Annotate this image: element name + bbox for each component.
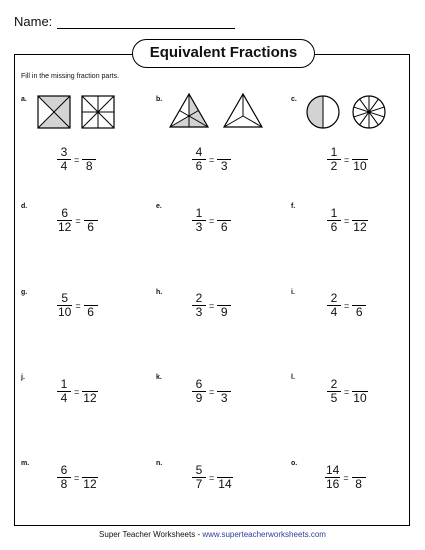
worksheet-title: Equivalent Fractions xyxy=(132,39,315,68)
answer-fraction xyxy=(217,464,232,491)
denominator: 10 xyxy=(58,305,72,319)
missing-numerator-blank[interactable] xyxy=(90,292,92,305)
circles-picture xyxy=(307,96,387,130)
missing-numerator-blank[interactable] xyxy=(223,207,225,220)
problem-m-equation xyxy=(57,464,98,491)
problem-label-i: i. xyxy=(291,289,295,296)
denominator: 12 xyxy=(353,220,367,234)
denominator: 6 xyxy=(355,305,363,319)
problem-label-g: g. xyxy=(21,289,28,296)
problem-a-equation xyxy=(57,146,96,173)
denominator: 4 xyxy=(60,391,68,405)
given-fraction xyxy=(192,207,206,234)
missing-numerator-blank[interactable] xyxy=(359,207,361,220)
missing-numerator-blank[interactable] xyxy=(358,464,360,477)
numerator: 1 xyxy=(60,377,68,391)
problem-i-equation xyxy=(327,292,366,319)
equals-sign: = xyxy=(343,472,349,483)
given-fraction xyxy=(57,207,72,234)
numerator: 6 xyxy=(195,377,203,391)
denominator: 12 xyxy=(83,391,97,405)
equals-sign: = xyxy=(344,300,350,311)
denominator: 6 xyxy=(87,305,94,319)
name-label: Name: xyxy=(14,14,53,29)
numerator: 2 xyxy=(330,291,338,305)
denominator: 3 xyxy=(195,305,203,319)
given-fraction xyxy=(325,464,340,491)
answer-fraction xyxy=(84,207,98,234)
missing-numerator-blank[interactable] xyxy=(224,464,226,477)
denominator: 2 xyxy=(330,159,338,173)
problem-label-n: n. xyxy=(156,460,163,467)
triangle-sixths-shaded xyxy=(170,94,208,127)
problem-label-l: l. xyxy=(291,374,295,381)
footer-separator: - xyxy=(195,530,203,539)
square-eighths xyxy=(82,96,114,128)
numerator: 3 xyxy=(60,145,68,159)
denominator: 10 xyxy=(353,159,367,173)
denominator: 6 xyxy=(195,159,203,173)
answer-fraction xyxy=(217,207,231,234)
missing-numerator-blank[interactable] xyxy=(358,292,360,305)
equals-sign: = xyxy=(344,154,350,165)
numerator: 14 xyxy=(326,463,340,477)
problem-label-d: d. xyxy=(21,203,28,210)
problem-f-equation xyxy=(327,207,368,234)
given-fraction xyxy=(192,146,206,173)
denominator: 4 xyxy=(60,159,68,173)
given-fraction xyxy=(327,146,341,173)
denominator: 16 xyxy=(326,477,340,491)
answer-fraction xyxy=(82,464,97,491)
denominator: 5 xyxy=(330,391,338,405)
answer-fraction xyxy=(82,378,97,405)
footer-site-link[interactable]: www.superteacherworksheets.com xyxy=(202,530,326,539)
answer-fraction xyxy=(352,464,366,491)
denominator: 6 xyxy=(330,220,338,234)
equals-sign: = xyxy=(75,300,81,311)
problem-e-equation xyxy=(192,207,231,234)
problem-k-equation xyxy=(192,378,231,405)
given-fraction xyxy=(192,464,206,491)
problem-g-equation xyxy=(57,292,98,319)
numerator: 1 xyxy=(330,145,338,159)
missing-numerator-blank[interactable] xyxy=(90,207,92,220)
given-fraction xyxy=(327,292,341,319)
answer-fraction xyxy=(217,292,231,319)
numerator: 1 xyxy=(330,206,338,220)
missing-numerator-blank[interactable] xyxy=(88,146,90,159)
given-fraction xyxy=(327,207,341,234)
denominator: 8 xyxy=(60,477,68,491)
equals-sign: = xyxy=(209,215,215,226)
numerator: 2 xyxy=(195,291,203,305)
given-fraction xyxy=(327,378,341,405)
equals-sign: = xyxy=(74,154,80,165)
numerator: 5 xyxy=(195,463,203,477)
problem-label-c: c. xyxy=(291,96,297,103)
numerator: 6 xyxy=(61,206,69,220)
numerator: 6 xyxy=(60,463,68,477)
problem-label-h: h. xyxy=(156,289,163,296)
problem-d-equation xyxy=(57,207,98,234)
name-blank-line[interactable] xyxy=(57,28,235,29)
numerator: 1 xyxy=(195,206,203,220)
numerator: 4 xyxy=(195,145,203,159)
problem-h-equation xyxy=(192,292,231,319)
footer-brand: Super Teacher Worksheets xyxy=(99,530,196,539)
equals-sign: = xyxy=(209,386,215,397)
denominator: 8 xyxy=(85,159,93,173)
problem-label-m: m. xyxy=(21,460,30,467)
problem-label-b: b. xyxy=(156,96,163,103)
denominator: 12 xyxy=(83,477,97,491)
answer-fraction xyxy=(84,292,98,319)
circle-halves-shaded xyxy=(307,96,339,128)
denominator: 14 xyxy=(218,477,232,491)
denominator: 4 xyxy=(330,305,338,319)
given-fraction xyxy=(192,292,206,319)
answer-fraction xyxy=(352,378,367,405)
equals-sign: = xyxy=(344,386,350,397)
numerator: 2 xyxy=(330,377,338,391)
missing-numerator-blank[interactable] xyxy=(89,378,91,391)
answer-fraction xyxy=(352,292,366,319)
denominator: 3 xyxy=(195,220,203,234)
denominator: 12 xyxy=(58,220,72,234)
problem-label-o: o. xyxy=(291,460,298,467)
footer xyxy=(0,530,425,539)
answer-fraction xyxy=(82,146,96,173)
missing-numerator-blank[interactable] xyxy=(89,464,91,477)
denominator: 3 xyxy=(220,391,228,405)
problem-label-f: f. xyxy=(291,203,296,210)
missing-numerator-blank[interactable] xyxy=(223,146,225,159)
denominator: 9 xyxy=(195,391,203,405)
square-quarters-shaded xyxy=(38,96,70,128)
denominator: 6 xyxy=(220,220,228,234)
problem-label-e: e. xyxy=(156,203,162,210)
given-fraction xyxy=(57,292,72,319)
denominator: 7 xyxy=(195,477,203,491)
denominator: 6 xyxy=(87,220,94,234)
missing-numerator-blank[interactable] xyxy=(359,378,361,391)
given-fraction xyxy=(57,464,71,491)
answer-fraction xyxy=(217,378,231,405)
given-fraction xyxy=(192,378,206,405)
denominator: 3 xyxy=(220,159,228,173)
equals-sign: = xyxy=(209,472,215,483)
circle-tenths xyxy=(353,96,385,128)
answer-fraction xyxy=(352,146,367,173)
missing-numerator-blank[interactable] xyxy=(359,146,361,159)
denominator: 8 xyxy=(355,477,362,491)
denominator: 10 xyxy=(353,391,367,405)
answer-fraction xyxy=(352,207,367,234)
equals-sign: = xyxy=(75,215,81,226)
equals-sign: = xyxy=(209,154,215,165)
missing-numerator-blank[interactable] xyxy=(223,378,225,391)
squares-picture xyxy=(38,96,118,130)
triangle-thirds xyxy=(224,94,262,127)
problem-label-j: j. xyxy=(21,374,25,381)
problem-o-equation xyxy=(325,464,366,491)
problem-j-equation xyxy=(57,378,98,405)
equals-sign: = xyxy=(74,472,80,483)
instructions: Fill in the missing fraction parts. xyxy=(21,73,120,80)
problem-label-a: a. xyxy=(21,96,27,103)
given-fraction xyxy=(57,146,71,173)
problem-c-equation xyxy=(327,146,368,173)
answer-fraction xyxy=(217,146,231,173)
numerator: 5 xyxy=(61,291,69,305)
problem-n-equation xyxy=(192,464,233,491)
equals-sign: = xyxy=(344,215,350,226)
problem-label-k: k. xyxy=(156,374,162,381)
problem-l-equation xyxy=(327,378,368,405)
equals-sign: = xyxy=(74,386,80,397)
triangles-picture xyxy=(170,94,265,130)
given-fraction xyxy=(57,378,71,405)
problem-b-equation xyxy=(192,146,231,173)
denominator: 9 xyxy=(220,305,228,319)
equals-sign: = xyxy=(209,300,215,311)
missing-numerator-blank[interactable] xyxy=(223,292,225,305)
